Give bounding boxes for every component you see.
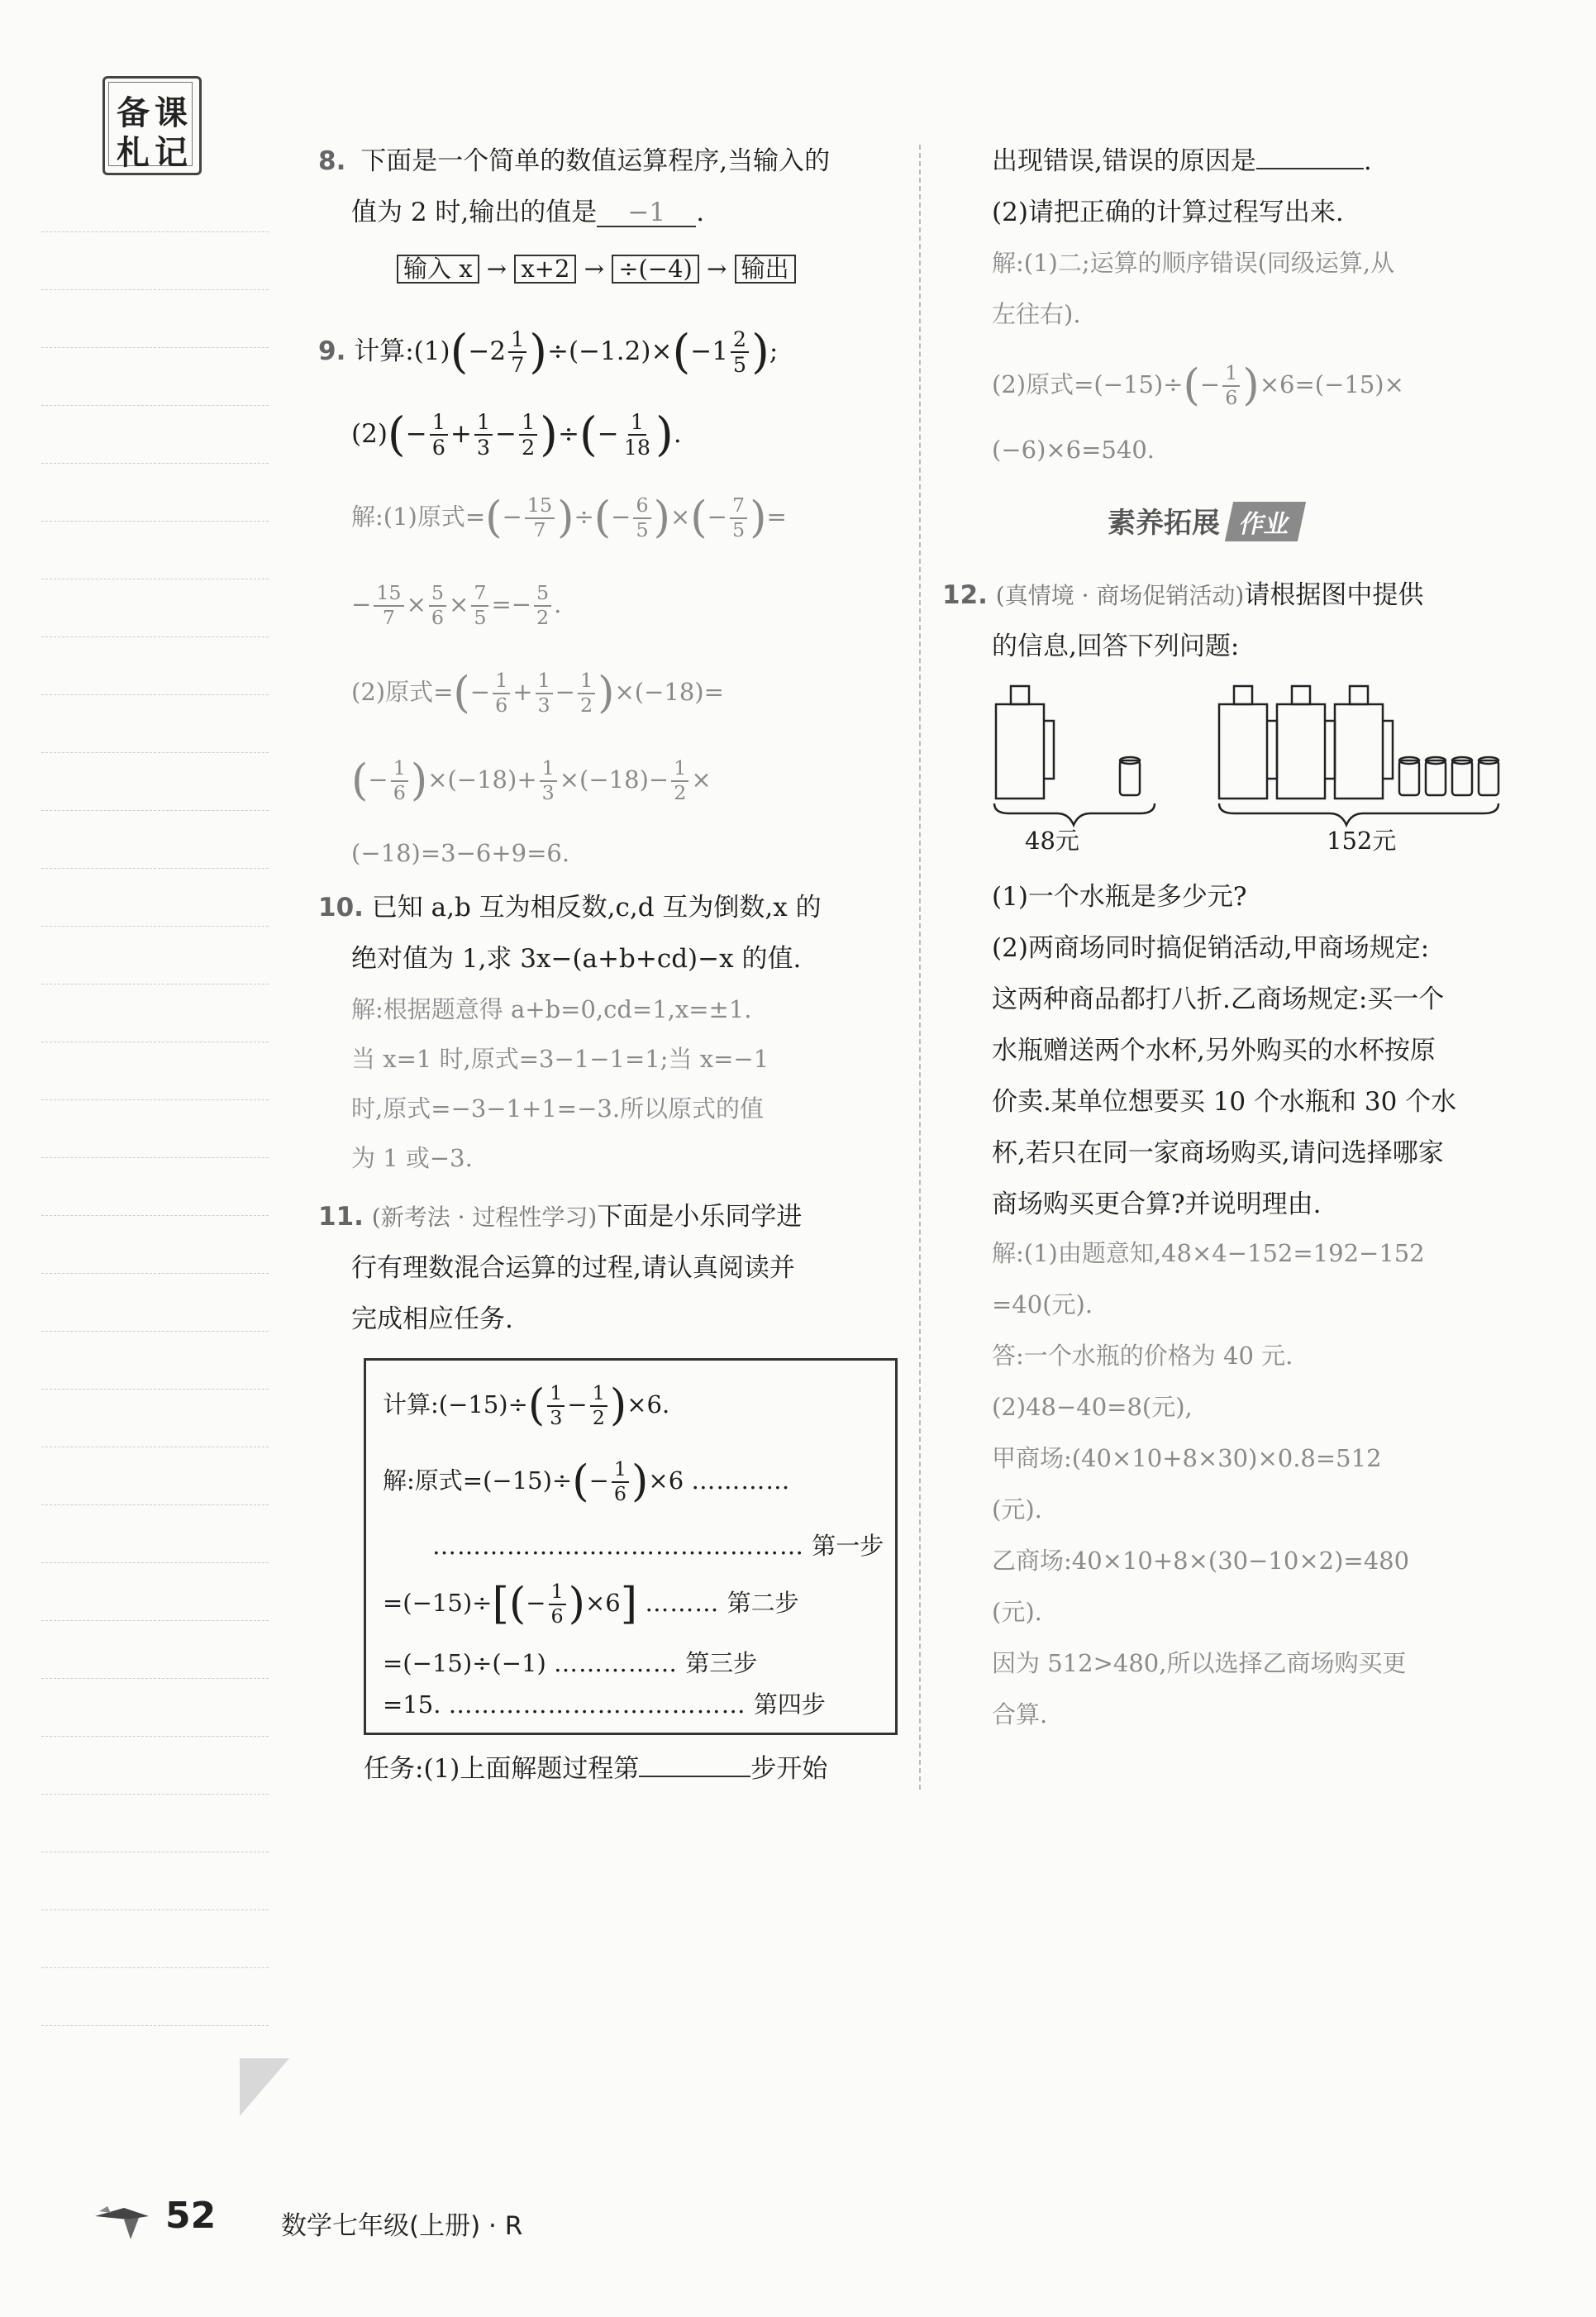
task-text: 任务:(1)上面解题过程第 <box>364 1754 640 1784</box>
question-text: 计算:(1) <box>354 336 450 366</box>
right-column: 出现错误,错误的原因是 . (2)请把正确的计算过程写出来. 解:(1)二;运算的顺序错误(同级运算,从 左往右). (2)原式=(−15)÷(− $\frac{1}{6}$ )×6=(−15)× (−6)×6=540. 素养拓展 作业 12. (真情境 · 商场促销活动)请根据图中提供 的信息,回答下列问题: 48元 152元 (1)一个水瓶是多少元? (2)两商场同时搞促销活动,甲商场规定: 这两种商品都打八折.乙商场规定:买一个 水瓶赠送两个水杯,另外购买的水杯按原 价卖.某单位想要买 10 个水瓶和 30 个水 杯,若只在同一家商场购买,请问选择哪家 商场购买更合算?并说明理由. 解:(1)由题意知,48×4−152=192−152 =40(元). 答:一个水瓶的价格为 40 元. (2)48−40=8(元), 甲商场:(40×10+8×30)×0.8=512 (元). 乙商场:40×10+8×(30−10×2)=480 (元). 因为 512>480,所以选择乙商场购买更 合算. <box>942 0 1537 1819</box>
fraction: $\frac{15}{7}$ <box>374 584 403 628</box>
calculation-box: 计算:(−15)÷( $\frac{1}{3}$ − $\frac{1}{2}$ )×6. 解:原式=(−15)÷(− $\frac{1}{6}$ )×6 ………… ……………………………………… 第一步 =(−15)÷[(− $\frac{1}{6}$ )×6] ……… 第二步 =(−15)÷(−1) …………… 第三步 =15. ……………………………… 第四步 <box>364 1358 898 1735</box>
solution-text: (−18)=3−6+9=6. <box>351 839 570 867</box>
question-number: 10. <box>318 893 364 923</box>
solution-text: (元). <box>992 1598 1042 1626</box>
solution-text: 为 1 或−3. <box>351 1144 473 1172</box>
promotion-illustration <box>988 678 1517 851</box>
question-text: 这两种商品都打八折.乙商场规定:买一个 <box>992 984 1445 1014</box>
question-text: 已知 a,b 互为相反数,c,d 互为倒数,x 的 <box>371 893 822 923</box>
question-text: 杯,若只在同一家商场购买,请问选择哪家 <box>992 1138 1444 1168</box>
fraction: $\frac{15}{7}$ <box>525 496 555 541</box>
step-label: 第一步 <box>812 1532 884 1560</box>
fraction: $\frac{1}{6}$ <box>430 412 448 459</box>
flow-box-input: 输入 x <box>397 255 479 284</box>
question-text: 商场购买更合算?并说明理由. <box>992 1189 1322 1219</box>
question-number: 8. <box>318 146 346 176</box>
math-text: ÷(−1.2)× <box>547 336 673 366</box>
fraction: $\frac{5}{2}$ <box>534 584 551 628</box>
footer <box>83 2195 744 2253</box>
question-text: 行有理数混合运算的过程,请认真阅读并 <box>351 1253 795 1283</box>
math-text: −2 <box>468 336 507 366</box>
sidebar-label-char: 记 <box>155 134 188 172</box>
question-text: 请根据图中提供 <box>1244 580 1424 610</box>
answer-blank <box>1256 168 1364 169</box>
question-text: 价卖.某单位想要买 10 个水瓶和 30 个水 <box>992 1087 1457 1117</box>
question-text: (2)请把正确的计算过程写出来. <box>992 198 1344 227</box>
solution-text: (−6)×6=540. <box>992 436 1155 464</box>
question-number: 9. <box>318 336 346 366</box>
fraction: $\frac{6}{5}$ <box>633 496 650 541</box>
question-text: (1)一个水瓶是多少元? <box>992 882 1247 912</box>
step-label: 第二步 <box>727 1588 799 1617</box>
fraction: $\frac{1}{18}$ <box>623 409 651 460</box>
punctuation: . <box>696 198 705 227</box>
punctuation: . <box>1363 146 1372 176</box>
step-label: 第四步 <box>753 1690 826 1719</box>
box-text: =(−15)÷(−1) <box>383 1649 546 1677</box>
fraction: $\frac{5}{6}$ <box>429 584 446 628</box>
solution-text: (元). <box>992 1495 1042 1523</box>
question-text: 下面是小乐同学进 <box>597 1202 803 1232</box>
flow-box-output: 输出 <box>735 255 796 284</box>
fraction: $\frac{1}{7}$ <box>508 329 526 376</box>
left-column: 8. 下面是一个简单的数值运算程序,当输入的 值为 2 时,输出的值是 −1 . 输入 x → x+2 → ÷(−4) → 输出 9. 计算:(1)(−2 $\frac{1}{7}$ )÷(−1.2)×(−1 $\frac{2}{5}$ ); (2)(− $\frac{1}{6}$ + $\frac{1}{3}$ − $\frac{1}{2}$ )÷(− $\frac{1}{18}$ ). 解:(1)原式=(− $\frac{15}{7}$ )÷(− $\frac{6}{5}$ )×(− $\frac{7}{5}$ )= − $\frac{15}{7}$ × $\frac{5}{6}$ × $\frac{7}{5}$ =− $\frac{5}{2}$ . (2)原式=(− $\frac{1}{6}$ + $\frac{1}{3}$ − $\frac{1}{2}$ )×(−18)= (− $\frac{1}{6}$ )×(−18)+ $\frac{1}{3}$ ×(−18)− $\frac{1}{2}$ × (−18)=3−6+9=6. 10. 已知 a,b 互为相反数,c,d 互为倒数,x 的 绝对值为 1,求 3x−(a+b+cd)−x 的值. 解:根据题意得 a+b=0,cd=1,x=±1. 当 x=1 时,原式=3−1−1=1;当 x=−1 时,原式=−3−1+1=−3.所以原式的值 为 1 或−3. 11. (新考法 · 过程性学习)下面是小乐同学进 行有理数混合运算的过程,请认真阅读并 完成相应任务. 计算:(−15)÷( $\frac{1}{3}$ − $\frac{1}{2}$ )×6. 解:原式=(−15)÷(− $\frac{1}{6}$ )×6 ………… ……………………………………… 第一步 =(−15)÷[(− $\frac{1}{6}$ )×6] ……… 第二步 =(−15)÷(−1) …………… 第三步 =15. ……………………………… 第四步 任务:(1)上面解题过程第 步开始 <box>318 0 901 1901</box>
question-text: 绝对值为 1,求 3x−(a+b+cd)−x 的值. <box>351 944 802 974</box>
page-ornament-icon <box>91 2200 157 2241</box>
question-text: 完成相应任务. <box>351 1304 513 1334</box>
solution-text: 甲商场:(40×10+8×30)×0.8=512 <box>992 1444 1382 1472</box>
solution-text: 左往右). <box>992 300 1081 328</box>
question-tag: (新考法 · 过程性学习) <box>371 1204 598 1231</box>
solution-text: 当 x=1 时,原式=3−1−1=1;当 x=−1 <box>351 1045 769 1073</box>
answer-blank <box>639 1776 750 1777</box>
question-text: 下面是一个简单的数值运算程序,当输入的 <box>360 146 831 176</box>
question-text: 出现错误,错误的原因是 <box>992 146 1256 176</box>
solution-text: =40(元). <box>992 1290 1093 1318</box>
box-text: 计算: <box>383 1390 439 1418</box>
solution-text: (2)原式=(−15)÷ <box>992 369 1184 398</box>
fraction: $\frac{2}{5}$ <box>731 329 749 376</box>
flow-chart: 输入 x → x+2 → ÷(−4) → 输出 <box>397 255 796 284</box>
section-title: 素养拓展 <box>1108 507 1220 540</box>
corner-decoration <box>240 2058 289 2116</box>
answer-blank: −1 <box>597 200 696 227</box>
punctuation: ; <box>769 336 779 366</box>
step-label: 第三步 <box>685 1649 758 1677</box>
price-label: 48元 <box>1025 827 1079 855</box>
sidebar-label-char: 课 <box>155 94 188 132</box>
section-tag: 作业 <box>1225 502 1306 541</box>
solution-text: 因为 512>480,所以选择乙商场购买更 <box>992 1649 1407 1677</box>
question-tag: (真情境 · 商场促销活动) <box>995 582 1245 609</box>
task-text: 步开始 <box>750 1754 828 1784</box>
solution-text: 解:根据题意得 a+b=0,cd=1,x=±1. <box>351 995 752 1023</box>
solution-text: 解:(1)由题意知,48×4−152=192−152 <box>992 1239 1425 1267</box>
solution-text: 乙商场:40×10+8×(30−10×2)=480 <box>992 1547 1410 1575</box>
solution-text: ×6=(−15)× <box>1259 369 1404 398</box>
box-text: 解:原式= <box>383 1466 484 1495</box>
fraction: $\frac{7}{5}$ <box>471 584 488 628</box>
solution-text: (2)48−40=8(元), <box>992 1393 1193 1421</box>
section-header <box>1108 500 1302 541</box>
question-number: 12. <box>942 580 988 610</box>
sidebar-label-char: 备 <box>117 94 150 132</box>
column-divider <box>919 145 921 1790</box>
solution-text: 时,原式=−3−1+1=−3.所以原式的值 <box>351 1094 765 1123</box>
question-text: (2)两商场同时搞促销活动,甲商场规定: <box>992 933 1430 963</box>
question-number: 11. <box>318 1202 364 1232</box>
flow-box-add: x+2 <box>514 255 576 284</box>
math-text: (2) <box>351 418 388 449</box>
box-text: =15. <box>383 1690 441 1719</box>
solution-text: (2)原式= <box>351 677 454 706</box>
fraction: $\frac{1}{2}$ <box>519 412 537 459</box>
solution-text: 合算. <box>992 1700 1048 1728</box>
question-text: 的信息,回答下列问题: <box>992 632 1240 661</box>
fraction: $\frac{1}{3}$ <box>474 412 493 459</box>
math-text: −1 <box>690 336 728 366</box>
fraction: $\frac{7}{5}$ <box>730 496 747 541</box>
solution-text: 答:一个水瓶的价格为 40 元. <box>992 1342 1293 1370</box>
price-label: 152元 <box>1327 827 1397 855</box>
solution-text: 解:(1)二;运算的顺序错误(同级运算,从 <box>992 249 1395 277</box>
question-text: 水瓶赠送两个水杯,另外购买的水杯按原 <box>992 1036 1436 1066</box>
book-title: 数学七年级(上册) · R <box>281 2211 523 2241</box>
sidebar-label-char: 札 <box>117 134 150 172</box>
sidebar-label <box>102 76 202 175</box>
question-text: 值为 2 时,输出的值是 <box>351 198 598 227</box>
flow-box-divide: ÷(−4) <box>612 255 699 284</box>
solution-text: 解:(1)原式= <box>351 502 486 531</box>
page-number: 52 <box>165 2195 217 2237</box>
